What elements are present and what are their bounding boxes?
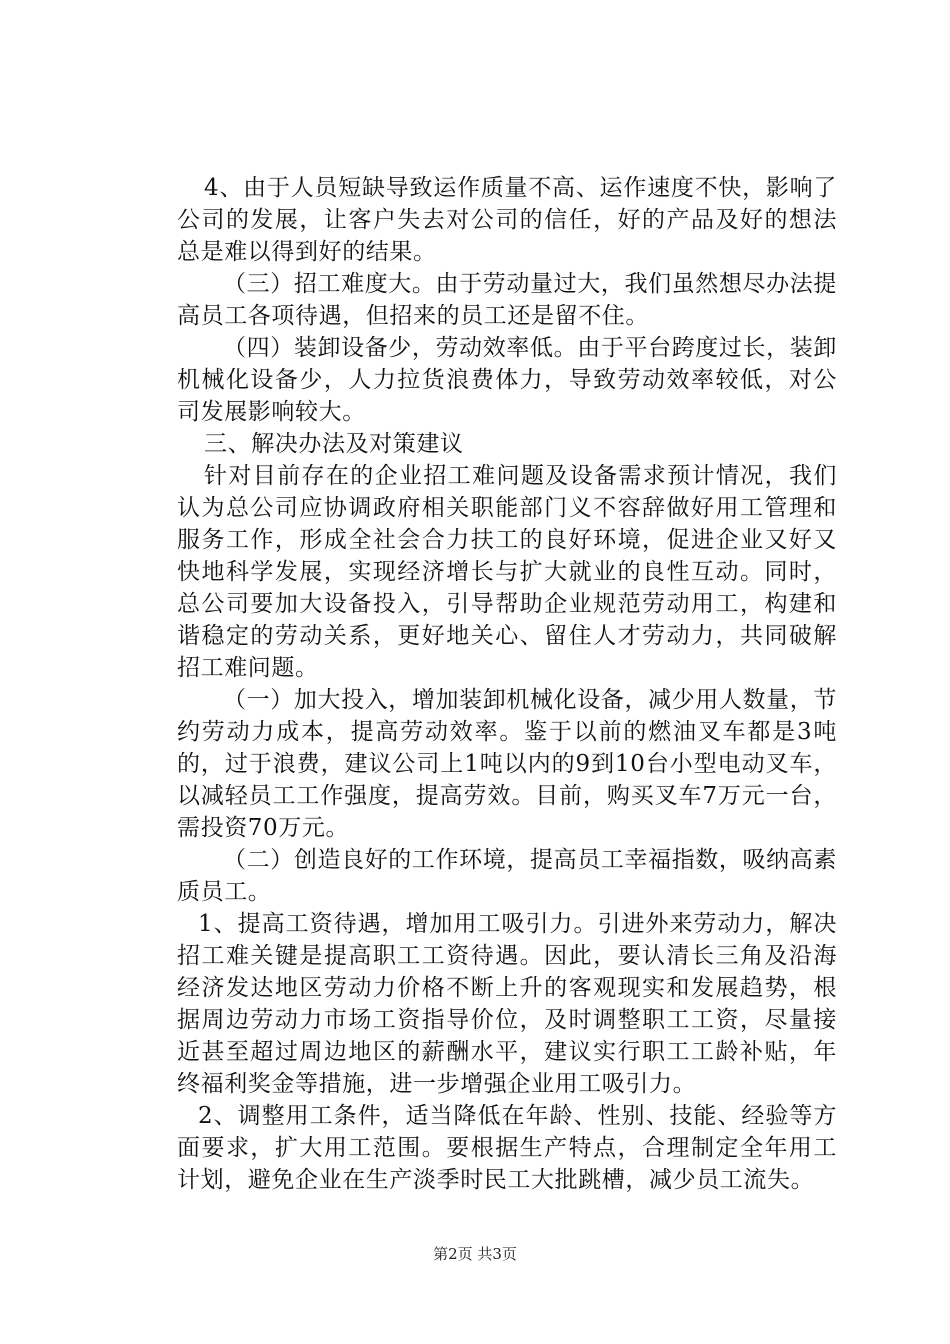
paragraph-item-4-staff-shortage: 4、由于人员短缺导致运作质量不高、运作速度不快，影响了公司的发展，让客户失去对公司的信任，好的产品及好的想法总是难以得到好的结果。 bbox=[177, 175, 837, 265]
section-heading-solutions: 三、解决办法及对策建议 bbox=[204, 431, 464, 457]
page-number-label: 第2页 共3页 bbox=[433, 1245, 517, 1263]
document-body bbox=[177, 172, 837, 1196]
paragraph-increase-investment: （一）加大投入，增加装卸机械化设备，减少用人数量，节约劳动力成本，提高劳动效率。鉴于以前的燃油叉车都是3吨的，过于浪费，建议公司上1吨以内的9到10台小型电动叉车，以减轻员工工作强度，提高劳效。目前，购买叉车7万元一台，需投资70万元。 bbox=[177, 687, 837, 841]
page-footer bbox=[0, 1244, 950, 1264]
paragraph-work-environment: （二）创造良好的工作环境，提高员工幸福指数，吸纳高素质员工。 bbox=[177, 847, 837, 905]
paragraph-item-1-wages: 1、提高工资待遇，增加用工吸引力。引进外来劳动力，解决招工难关键是提高职工工资待遇。因此，要认清长三角及沿海经济发达地区劳动力价格不断上升的客观现实和发展趋势，根据周边劳动力市场工资指导价位，及时调整职工工资，尽量接近甚至超过周边地区的薪酬水平，建议实行职工工龄补贴，年终福利奖金等措施，进一步增强企业用工吸引力。 bbox=[177, 911, 837, 1097]
paragraph-item-2-conditions: 2、调整用工条件，适当降低在年龄、性别、技能、经验等方面要求，扩大用工范围。要根据生产特点，合理制定全年用工计划，避免企业在生产淡季时民工大批跳槽，减少员工流失。 bbox=[177, 1103, 837, 1193]
paragraph-recruitment-difficulty: （三）招工难度大。由于劳动量过大，我们虽然想尽办法提高员工各项待遇，但招来的员工还是留不住。 bbox=[177, 271, 837, 329]
paragraph-solutions-overview: 针对目前存在的企业招工难问题及设备需求预计情况，我们认为总公司应协调政府相关职能部门义不容辞做好用工管理和服务工作，形成全社会合力扶工的良好环境，促进企业又好又快地科学发展，实现经济增长与扩大就业的良性互动。同时，总公司要加大设备投入，引导帮助企业规范劳动用工，构建和谐稳定的劳动关系，更好地关心、留住人才劳动力，共同破解招工难问题。 bbox=[177, 463, 837, 681]
paragraph-equipment-shortage: （四）装卸设备少，劳动效率低。由于平台跨度过长，装卸机械化设备少，人力拉货浪费体力，导致劳动效率较低，对公司发展影响较大。 bbox=[177, 335, 837, 425]
